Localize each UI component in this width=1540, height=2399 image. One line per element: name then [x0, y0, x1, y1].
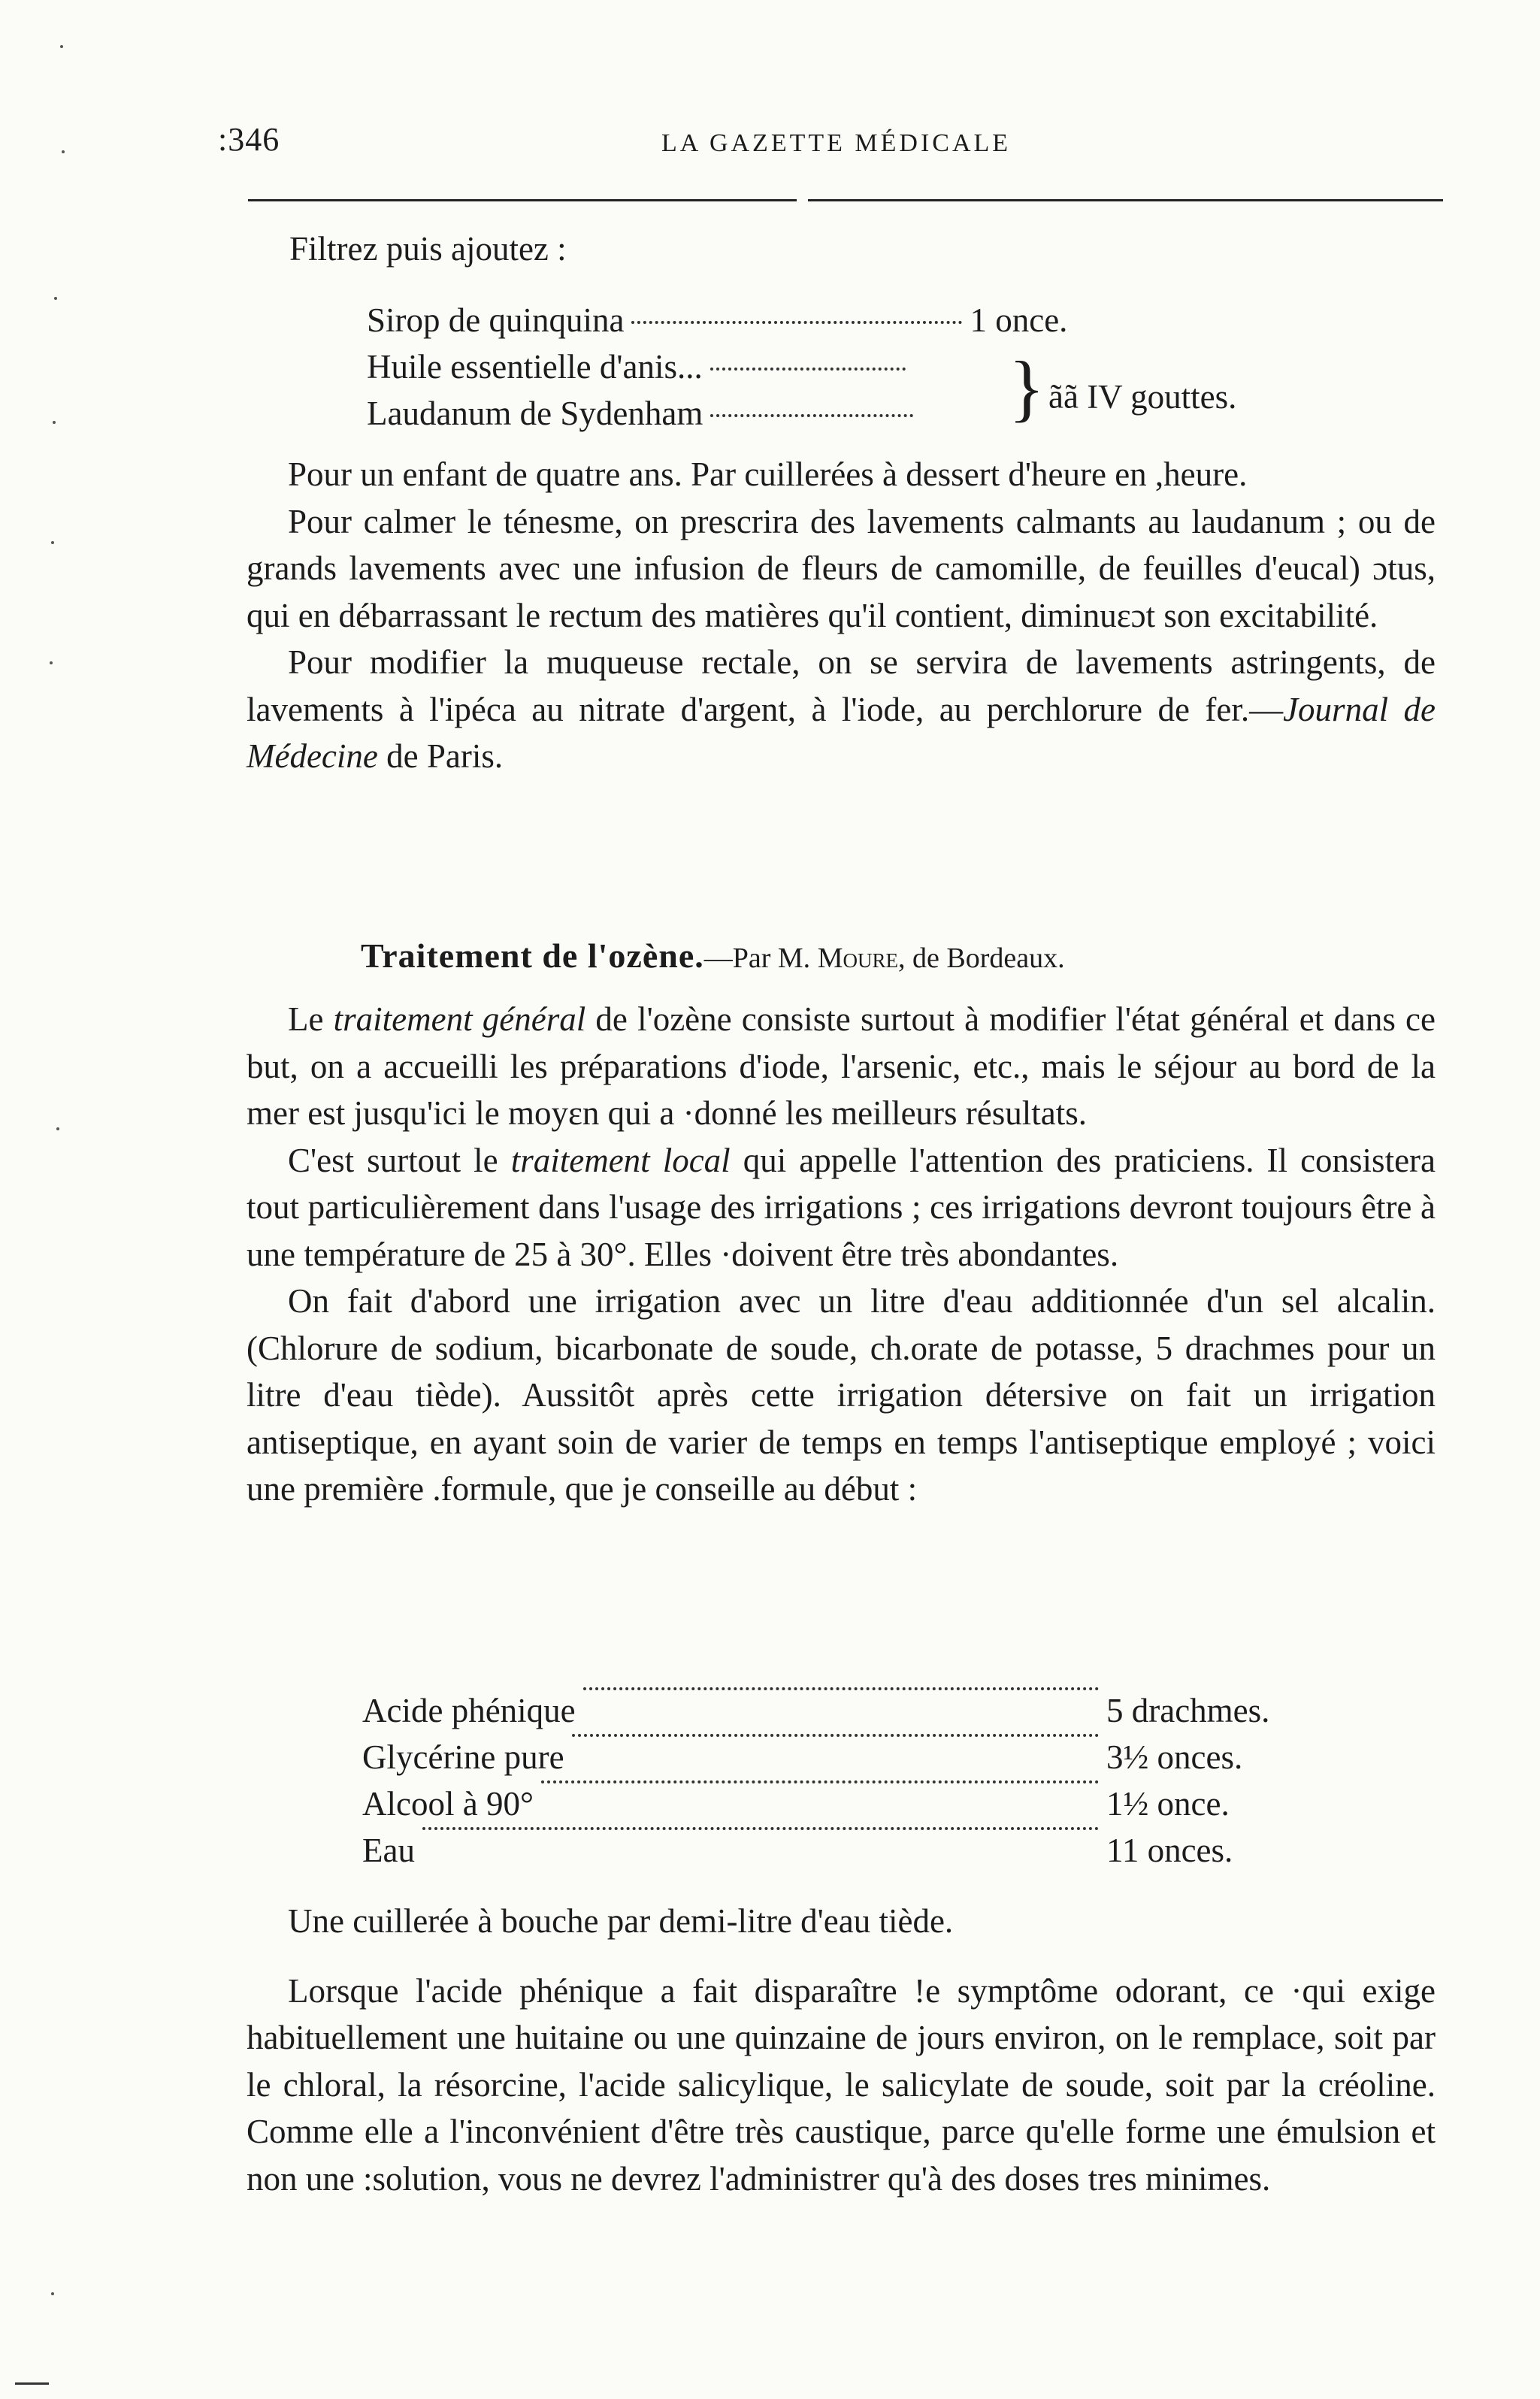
speck: [54, 297, 57, 300]
speck: [60, 45, 63, 48]
ingredient-quantity: 11 onces.: [1106, 1832, 1233, 1869]
recipe-line: [367, 297, 1067, 343]
brace-icon: }: [1009, 346, 1045, 429]
recipe-line: [362, 1687, 1324, 1734]
speck: [62, 150, 65, 153]
recipe-line: [367, 343, 1067, 390]
paragraph: Lorsque l'acide phénique a fait disparaître !e symptôme odorant, ce ·qui exige habituellement une huitaine ou une quinzaine de jours environ, on le remplace, soit par le chloral, la résorcine, l'acide salicylique, le salicylate de soude, soit par la créoline. Comme elle a l'inconvénient d'être très caustique, parce qu'elle forme une émulsion et non une :solution, vous ne devrez l'administrer qu'à des doses tres minimes.: [247, 1971, 1436, 2198]
paragraph-block-b: [247, 996, 1436, 1513]
recipe-2: [362, 1687, 1324, 1874]
speck: [50, 661, 53, 664]
paragraph: Pour calmer le ténesme, on prescrira des lavements calmants au laudanum ; ou de grands lavements avec une infusion de fleurs de camomille, de feuilles d'eucal) ɔtus, qui en débarrassant le rectum des matières qu'il contient, diminuɛɔt son excitabilité.: [247, 502, 1436, 634]
recipe-line: [367, 390, 1067, 437]
ingredient-name: Acide phénique: [362, 1692, 576, 1729]
paragraph-text: C'est surtout le: [288, 1141, 511, 1179]
paragraph-text: de Paris.: [377, 737, 504, 775]
ingredient-quantity: 3½ onces.: [1106, 1738, 1243, 1776]
ingredient-name: Eau: [362, 1832, 415, 1869]
ingredient-name: Laudanum de Sydenham: [367, 395, 703, 432]
leader-dots: [541, 1780, 1099, 1783]
ingredient-name: Alcool à 90°: [362, 1785, 534, 1823]
paragraph: [247, 639, 1436, 780]
speck: [56, 1127, 59, 1130]
leader-dots: [631, 321, 962, 324]
paragraph: [247, 1137, 1436, 1278]
ingredient-name: Huile essentielle d'anis...: [367, 348, 703, 386]
journal-citation: Journal de Médecine: [247, 690, 1436, 775]
header-rule-right: [808, 199, 1443, 201]
leader-dots: [710, 414, 913, 417]
journal-title: LA GAZETTE MÉDICALE: [661, 129, 1012, 157]
emphasis: traitement local: [510, 1141, 731, 1179]
paragraph: Pour un enfant de quatre ans. Par cuillerées à dessert d'heure en ,heure.: [288, 455, 1248, 493]
paragraph-text: qui appelle l'attention des praticiens. Il consistera tout particulièrement dans l'usage des irrigations ; ces irrigations devront toujours être à une température de 25 à 30°. Elles ·doivent être très abondantes.: [247, 1141, 1436, 1273]
footer-mark: [15, 2382, 49, 2385]
leader-dots: [572, 1734, 1099, 1737]
paragraph: Une cuillerée à bouche par demi-litre d'eau tiède.: [288, 1902, 954, 1940]
ingredient-name: Sirop de quinquina: [367, 301, 625, 339]
paragraph-text: Le: [288, 1000, 334, 1038]
leader-dots: [583, 1687, 1099, 1690]
byline-prefix: —Par M.: [703, 942, 818, 974]
section-title: Traitement de l'ozène.: [361, 936, 704, 975]
speck: [53, 421, 56, 424]
author-name: Moure: [817, 942, 898, 974]
recipe-line: [362, 1827, 1324, 1874]
recipe-line: [362, 1780, 1324, 1827]
header-rule-left: [248, 199, 797, 201]
byline-suffix: , de Bordeaux.: [897, 942, 1065, 974]
brace-quantity: ãã IV gouttes.: [1048, 378, 1237, 416]
paragraph-text: Pour modifier la muqueuse rectale, on se servira de lavements astringents, de lavements à l'ipéca au nitrate d'argent, à l'iode, au perchlorure de fer.—: [247, 643, 1436, 728]
paragraph-block-c: [247, 1898, 1436, 2202]
leader-dots: [710, 368, 906, 371]
ingredient-quantity: 5 drachmes.: [1106, 1692, 1270, 1729]
ingredient-quantity: 1 once.: [970, 301, 1068, 339]
paragraph-block-a: [247, 451, 1436, 780]
ingredient-name: Glycérine pure: [362, 1738, 564, 1776]
page-number: :346: [218, 121, 280, 158]
leader-dots: [422, 1827, 1099, 1830]
recipe-line: [362, 1734, 1324, 1780]
recipe-intro: Filtrez puis ajoutez :: [289, 230, 567, 268]
running-header: [218, 113, 1443, 173]
paragraph: On fait d'abord une irrigation avec un litre d'eau additionnée d'un sel alcalin. (Chlorure de sodium, bicarbonate de soude, ch.orate de potasse, 5 drachmes pour un litre d'eau tiède). Aussitôt après cette irrigation détersive on fait un irrigation antiseptique, en ayant soin de varier de temps en temps l'antiseptique employé ; voici une première .formule, que je conseille au début :: [247, 1282, 1436, 1508]
paragraph: [247, 996, 1436, 1137]
speck: [51, 2292, 54, 2295]
speck: [51, 541, 54, 544]
paragraph-text: de l'ozène consiste surtout à modifier l'état général et dans ce but, on a accueilli les préparations d'iode, l'arsenic, etc., mais le séjour au bord de la mer est jusqu'ici le moyɛn qui a ·donné les meilleurs résultats.: [247, 1000, 1436, 1132]
section-heading: [361, 936, 1065, 976]
recipe-1: [367, 297, 1067, 437]
ingredient-quantity: 1½ once.: [1106, 1785, 1230, 1823]
emphasis: traitement général: [333, 1000, 586, 1038]
